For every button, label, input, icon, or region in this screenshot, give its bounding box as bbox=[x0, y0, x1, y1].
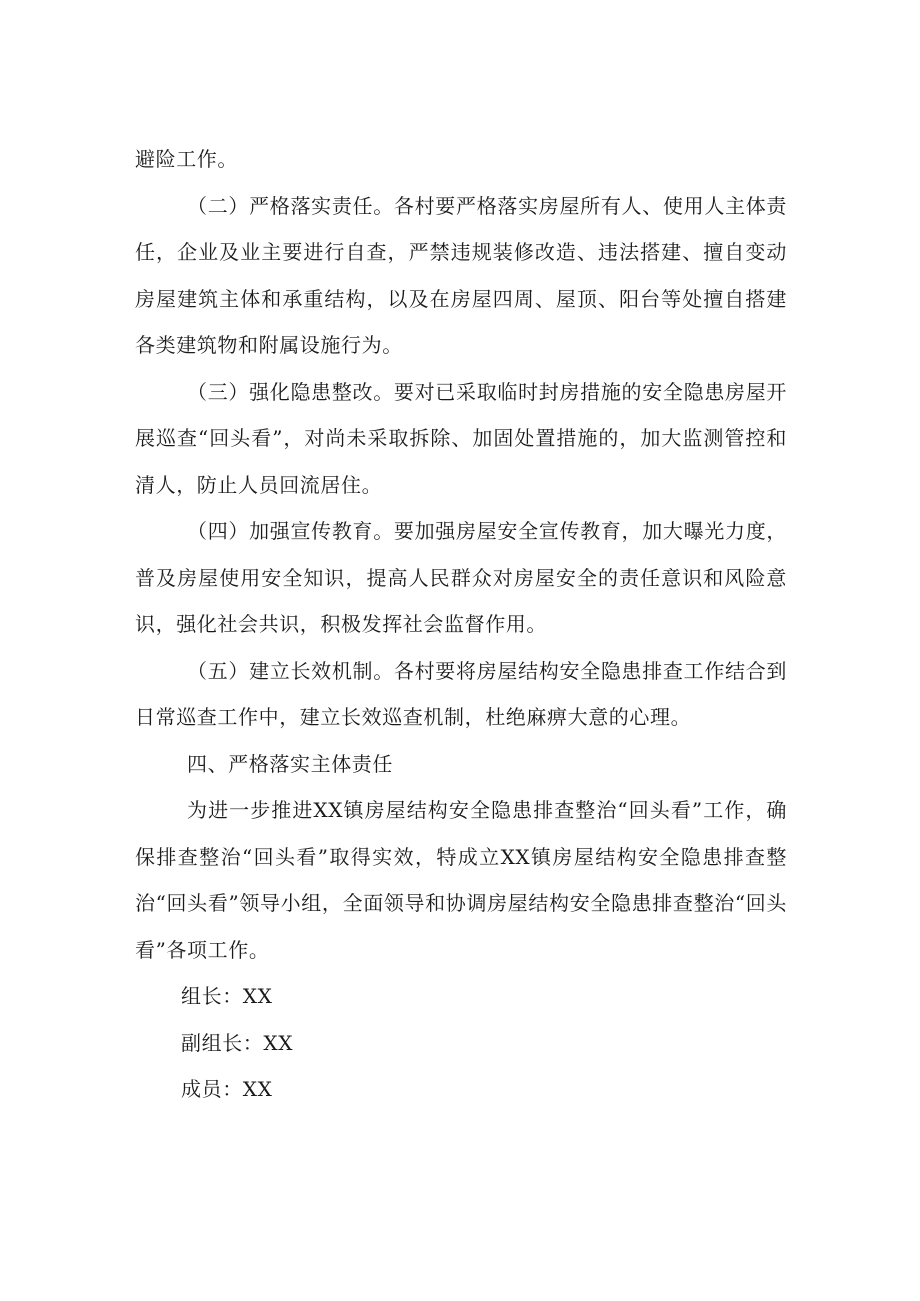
paragraph-long-term-mechanism: （五）建立长效机制。各村要将房屋结构安全隐患排查工作结合到日常巡查工作中，建立长效巡查机制，杜绝麻痹大意的心理。 bbox=[135, 658, 787, 729]
paragraph-responsibility: （二）严格落实责任。各村要严格落实房屋所有人、使用人主体责任，企业及业主要进行自查，严禁违规装修改造、违法搭建、擅自变动房屋建筑主体和承重结构，以及在房屋四周、屋顶、阳台等处擅自搭建各类建筑物和附属设施行为。 bbox=[135, 193, 787, 357]
member-members: 成员：XX bbox=[181, 1077, 273, 1101]
paragraph-rectification: （三）强化隐患整改。要对已采取临时封房措施的安全隐患房屋开展巡查“回头看”，对尚未采取拆除、加固处置措施的，加大监测管控和清人，防止人员回流居住。 bbox=[135, 379, 787, 497]
paragraph-leading-group: 为进一步推进XX镇房屋结构安全隐患排查整治“回头看”工作，确保排查整治“回头看”取得实效，特成立XX镇房屋结构安全隐患排查整治“回头看”领导小组，全面领导和协调房屋结构安全隐患排查整治“回头看”各项工作。 bbox=[135, 798, 787, 962]
member-leader: 组长：XX bbox=[181, 984, 273, 1008]
section-heading: 四、严格落实主体责任 bbox=[187, 751, 393, 776]
paragraph-continuation: 避险工作。 bbox=[135, 147, 238, 171]
member-deputy-leader: 副组长：XX bbox=[181, 1030, 294, 1055]
paragraph-publicity: （四）加强宣传教育。要加强房屋安全宣传教育，加大曝光力度，普及房屋使用安全知识，提高人民群众对房屋安全的责任意识和风险意识，强化社会共识，积极发挥社会监督作用。 bbox=[135, 519, 787, 636]
document-body bbox=[135, 136, 787, 1113]
